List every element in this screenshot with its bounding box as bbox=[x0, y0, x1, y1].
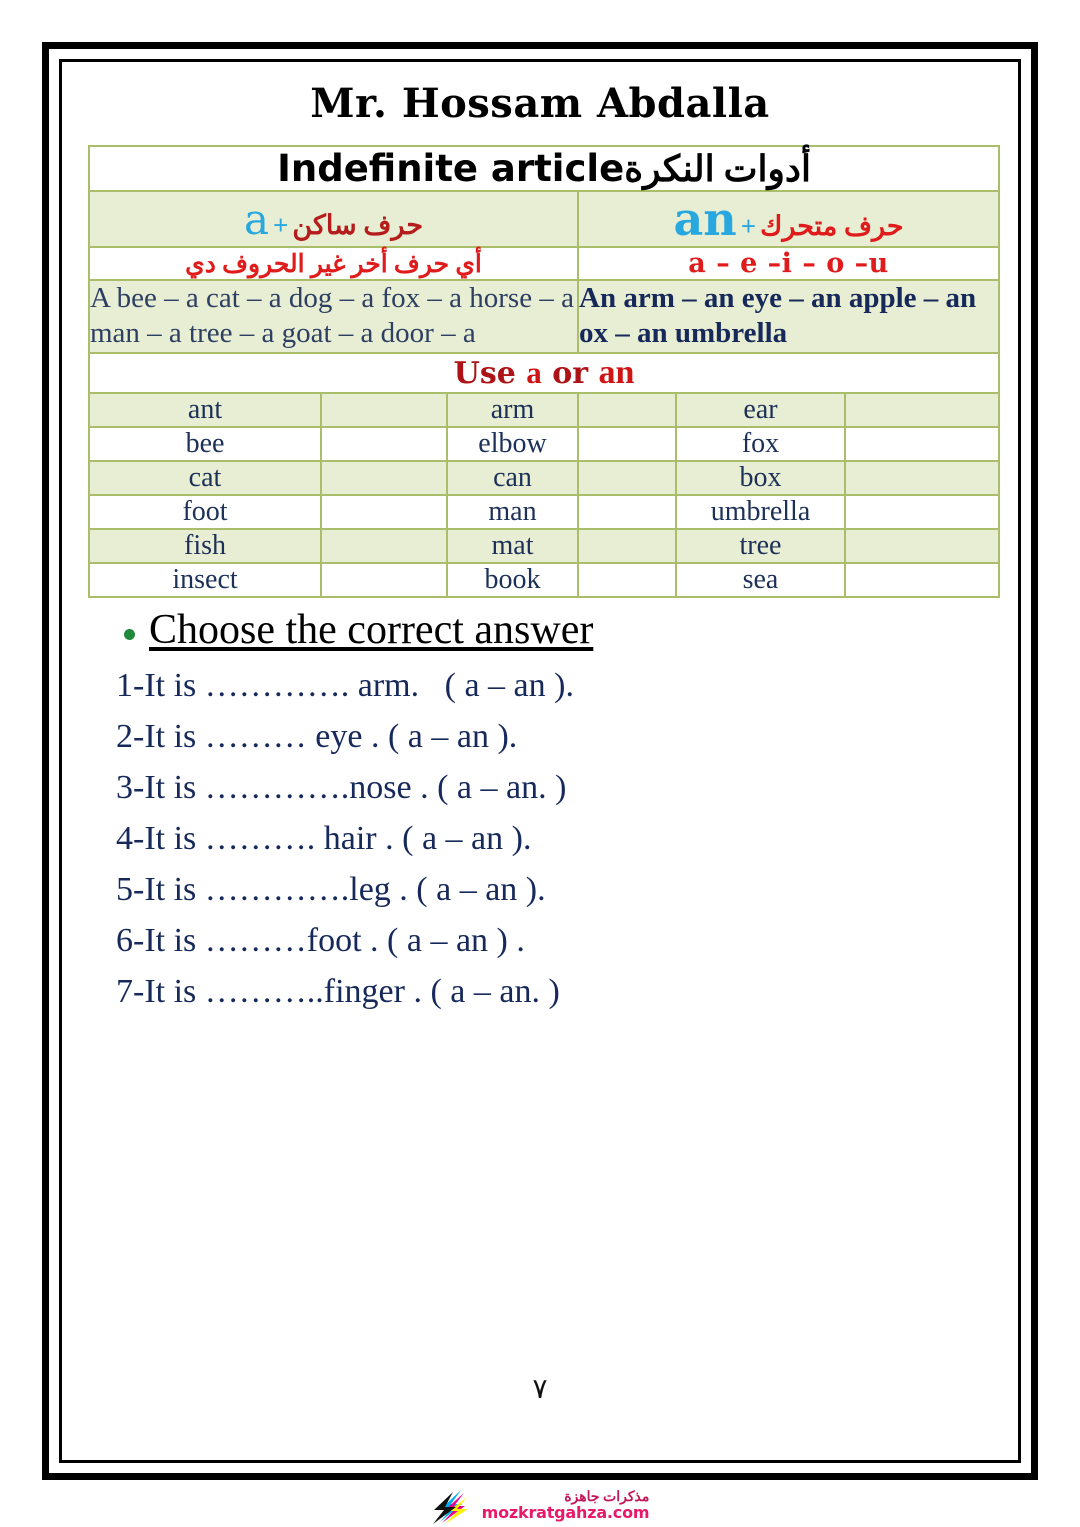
question-list bbox=[116, 660, 998, 1017]
word-cell: bee bbox=[89, 427, 321, 461]
answer-blank[interactable] bbox=[845, 393, 999, 427]
word-cell: book bbox=[447, 563, 578, 597]
rule-plus-left: + bbox=[273, 209, 289, 240]
table-row bbox=[89, 461, 999, 495]
page-title: Mr. Hossam Abdalla bbox=[310, 80, 770, 127]
word-cell: fox bbox=[676, 427, 845, 461]
question-item: 6-It is ………foot . ( a – an ) . bbox=[116, 921, 525, 959]
examples-row bbox=[89, 280, 999, 353]
logo-text-block bbox=[482, 1491, 650, 1522]
question-item: 2-It is ……… eye . ( a – an ). bbox=[116, 717, 518, 755]
answer-blank[interactable] bbox=[578, 461, 676, 495]
site-logo[interactable] bbox=[431, 1488, 650, 1526]
note-row bbox=[89, 247, 999, 280]
arrow-chevron-logo-icon bbox=[431, 1488, 475, 1526]
word-cell: fish bbox=[89, 529, 321, 563]
use-banner-prefix: Use bbox=[453, 355, 527, 391]
page-content bbox=[62, 62, 1018, 1460]
answer-blank[interactable] bbox=[845, 563, 999, 597]
word-cell: sea bbox=[676, 563, 845, 597]
note-cell-left bbox=[89, 247, 578, 280]
lesson-title-arabic: أدوات النكرة bbox=[624, 149, 811, 189]
word-cell: umbrella bbox=[676, 495, 845, 529]
question-item: 7-It is ………..finger . ( a – an. ) bbox=[116, 972, 560, 1010]
examples-text-an: An arm – an eye – an apple – an ox – an umbrella bbox=[579, 282, 977, 350]
page-outer-border bbox=[42, 42, 1038, 1480]
word-cell: man bbox=[447, 495, 578, 529]
table-row bbox=[89, 495, 999, 529]
note-arabic-other-letters: أي حرف أخر غير الحروف دي bbox=[185, 250, 482, 278]
table-row bbox=[89, 427, 999, 461]
word-cell: mat bbox=[447, 529, 578, 563]
word-cell: can bbox=[447, 461, 578, 495]
rule-article-a: a bbox=[243, 194, 270, 244]
rule-cell-an bbox=[578, 191, 999, 247]
answer-blank[interactable] bbox=[321, 563, 447, 597]
rule-arabic-vowel: حرف متحرك bbox=[760, 211, 904, 241]
page-number: ٧ bbox=[532, 1374, 548, 1405]
answer-blank[interactable] bbox=[578, 529, 676, 563]
use-banner-article-an: an bbox=[598, 353, 635, 391]
answer-blank[interactable] bbox=[321, 461, 447, 495]
word-cell: ear bbox=[676, 393, 845, 427]
question-item: 4-It is ………. hair . ( a – an ). bbox=[116, 819, 532, 857]
answer-blank[interactable] bbox=[578, 563, 676, 597]
answer-blank[interactable] bbox=[578, 495, 676, 529]
answer-blank[interactable] bbox=[578, 427, 676, 461]
table-row bbox=[89, 529, 999, 563]
question-item: 5-It is ………….leg . ( a – an ). bbox=[116, 870, 546, 908]
examples-text-a: A bee – a cat – a dog – a fox – a horse – a man – a tree – a goat – a door – a bbox=[90, 282, 574, 350]
answer-blank[interactable] bbox=[845, 461, 999, 495]
rule-cell-a bbox=[89, 191, 578, 247]
exercise-section bbox=[88, 606, 998, 1017]
word-cell: arm bbox=[447, 393, 578, 427]
indefinite-article-table bbox=[88, 145, 1000, 598]
site-footer bbox=[0, 1486, 1080, 1527]
question-item: 1-It is …………. arm. ( a – an ). bbox=[116, 666, 574, 704]
answer-blank[interactable] bbox=[578, 393, 676, 427]
examples-cell-an bbox=[578, 280, 999, 353]
lesson-title-row bbox=[89, 146, 999, 191]
use-banner-article-a: a bbox=[526, 354, 542, 390]
logo-website-url: mozkratgahza.com bbox=[481, 1503, 650, 1523]
page-inner-border bbox=[59, 59, 1021, 1463]
answer-blank[interactable] bbox=[321, 427, 447, 461]
answer-blank[interactable] bbox=[321, 393, 447, 427]
rule-plus-right: + bbox=[740, 211, 757, 241]
use-banner-joiner: or bbox=[541, 355, 599, 391]
bullet-icon bbox=[124, 629, 135, 640]
rule-arabic-consonant: حرف ساكن bbox=[292, 209, 424, 240]
word-cell: ant bbox=[89, 393, 321, 427]
word-cell: insect bbox=[89, 563, 321, 597]
examples-cell-a bbox=[89, 280, 578, 353]
lesson-title-english: Indefinite article bbox=[277, 147, 625, 190]
use-banner-row bbox=[89, 353, 999, 393]
rule-article-an: an bbox=[673, 192, 737, 246]
answer-blank[interactable] bbox=[845, 495, 999, 529]
note-vowel-letters: a – e –i – o –u bbox=[688, 248, 889, 279]
word-cell: elbow bbox=[447, 427, 578, 461]
note-cell-right bbox=[578, 247, 999, 280]
word-cell: cat bbox=[89, 461, 321, 495]
logo-arabic-text: مذكرات جاهزة bbox=[564, 1490, 650, 1506]
word-cell: tree bbox=[676, 529, 845, 563]
rule-row bbox=[89, 191, 999, 247]
lesson-title-cell bbox=[89, 146, 999, 191]
table-row bbox=[89, 563, 999, 597]
use-banner-cell bbox=[89, 353, 999, 393]
exercise-heading bbox=[124, 606, 998, 654]
answer-blank[interactable] bbox=[845, 427, 999, 461]
word-cell: foot bbox=[89, 495, 321, 529]
exercise-heading-text: Choose the correct answer bbox=[149, 606, 594, 653]
question-item: 3-It is ………….nose . ( a – an. ) bbox=[116, 768, 567, 806]
table-row bbox=[89, 393, 999, 427]
word-cell: box bbox=[676, 461, 845, 495]
answer-blank[interactable] bbox=[845, 529, 999, 563]
answer-blank[interactable] bbox=[321, 495, 447, 529]
answer-blank[interactable] bbox=[321, 529, 447, 563]
